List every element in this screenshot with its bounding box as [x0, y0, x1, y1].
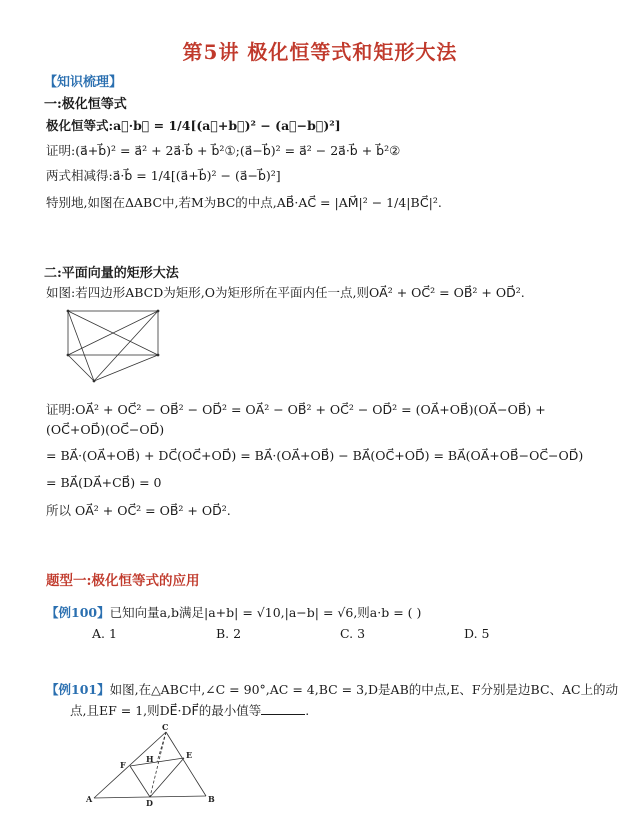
example100-label: 【例100】: [46, 605, 110, 620]
example100-option-b: B. 2: [216, 626, 242, 641]
rectangle-statement: 如图:若四边形ABCD为矩形,O为矩形所在平面内任一点,则OA⃗² + OC⃗² = OB⃗² + OD⃗².: [46, 285, 525, 300]
example100-option-a: A. 1: [92, 626, 117, 641]
rect-proof-line-4: = BA⃗(DA⃗+CB⃗) = 0: [46, 475, 162, 490]
segment-od: [68, 355, 94, 381]
example101-line2-text: 点,且EF = 1,则DE⃗·DF⃗的最小值等: [70, 703, 262, 718]
example101-line1: [46, 680, 618, 698]
example101-line2-end: .: [305, 703, 310, 718]
rect-proof-line-5: 所以 OA⃗² + OC⃗² = OB⃗² + OD⃗².: [46, 503, 231, 518]
section2-heading: 二:平面向量的矩形大法: [44, 266, 179, 281]
point-label-h: H: [146, 754, 154, 764]
rect-proof-line-1: 证明:OA⃗² + OC⃗² − OB⃗² − OD⃗² = OA⃗² − OB⃗² + OC⃗² − OD⃗² = (OA⃗+OB⃗)(OA⃗−OB⃗) +: [46, 402, 546, 417]
point-label-a: A: [86, 794, 93, 804]
point-label-e: E: [186, 750, 193, 760]
subtract-line: 两式相减得:a⃗·b⃗ = 1/4[(a⃗+b⃗)² − (a⃗−b⃗)²]: [46, 168, 281, 183]
polarization-proof: 证明:(a⃗+b⃗)² = a⃗² + 2a⃗·b⃗ + b⃗²①;(a⃗−b⃗)² = a⃗² − 2a⃗·b⃗ + b⃗²②: [46, 143, 401, 158]
topic1-heading: 题型一:极化恒等式的应用: [46, 573, 200, 589]
section1-heading: 一:极化恒等式: [44, 97, 127, 112]
rectangle-figure: [62, 305, 168, 385]
polarization-formula: 极化恒等式:a⃗·b⃗ = 1/4[(a⃗+b⃗)² − (a⃗−b⃗)²]: [46, 118, 341, 133]
example100-option-c: C. 3: [340, 626, 366, 641]
point-label-f: F: [120, 760, 126, 770]
segment-ob: [94, 311, 158, 381]
example100-option-d: D. 5: [464, 626, 490, 641]
example101-text: 如图,在△ABC中,∠C = 90°,AC = 4,BC = 3,D是AB的中点,E、F分别是边BC、AC上的动: [109, 682, 619, 697]
special-case-line: 特别地,如图在ΔABC中,若M为BC的中点,AB⃗·AC⃗ = |AM⃗|² − 1/4|BC⃗|².: [46, 195, 442, 210]
example100-text: 已知向量a,b满足|a+b| = √10,|a−b| = √6,则a·b = ( ): [109, 605, 422, 620]
side-ac: [94, 732, 166, 798]
point-label-b: B: [208, 794, 215, 804]
answer-blank: [261, 702, 305, 715]
rect-proof-line-3: = BA⃗·(OA⃗+OB⃗) + DC⃗(OC⃗+OD⃗) = BA⃗·(OA⃗+OB⃗) − BA⃗(OC⃗+OD⃗) = BA⃗(OA⃗+OB⃗−OC⃗−OD⃗): [46, 448, 584, 463]
point-label-c: C: [162, 722, 169, 732]
segment-df: [130, 766, 150, 797]
example100-question: [46, 603, 421, 621]
segment-oc: [94, 355, 158, 381]
knowledge-tag: 【知识梳理】: [44, 75, 123, 90]
point-label-d: D: [146, 798, 153, 808]
triangle-figure: [84, 722, 224, 808]
example101-line2: [70, 701, 309, 719]
example101-label: 【例101】: [46, 682, 110, 697]
rect-proof-line-2: (OC⃗+OD⃗)(OC⃗−OD⃗): [46, 422, 165, 437]
side-cb: [166, 732, 206, 796]
page-title: 第5讲 极化恒等式和矩形大法: [182, 40, 458, 64]
